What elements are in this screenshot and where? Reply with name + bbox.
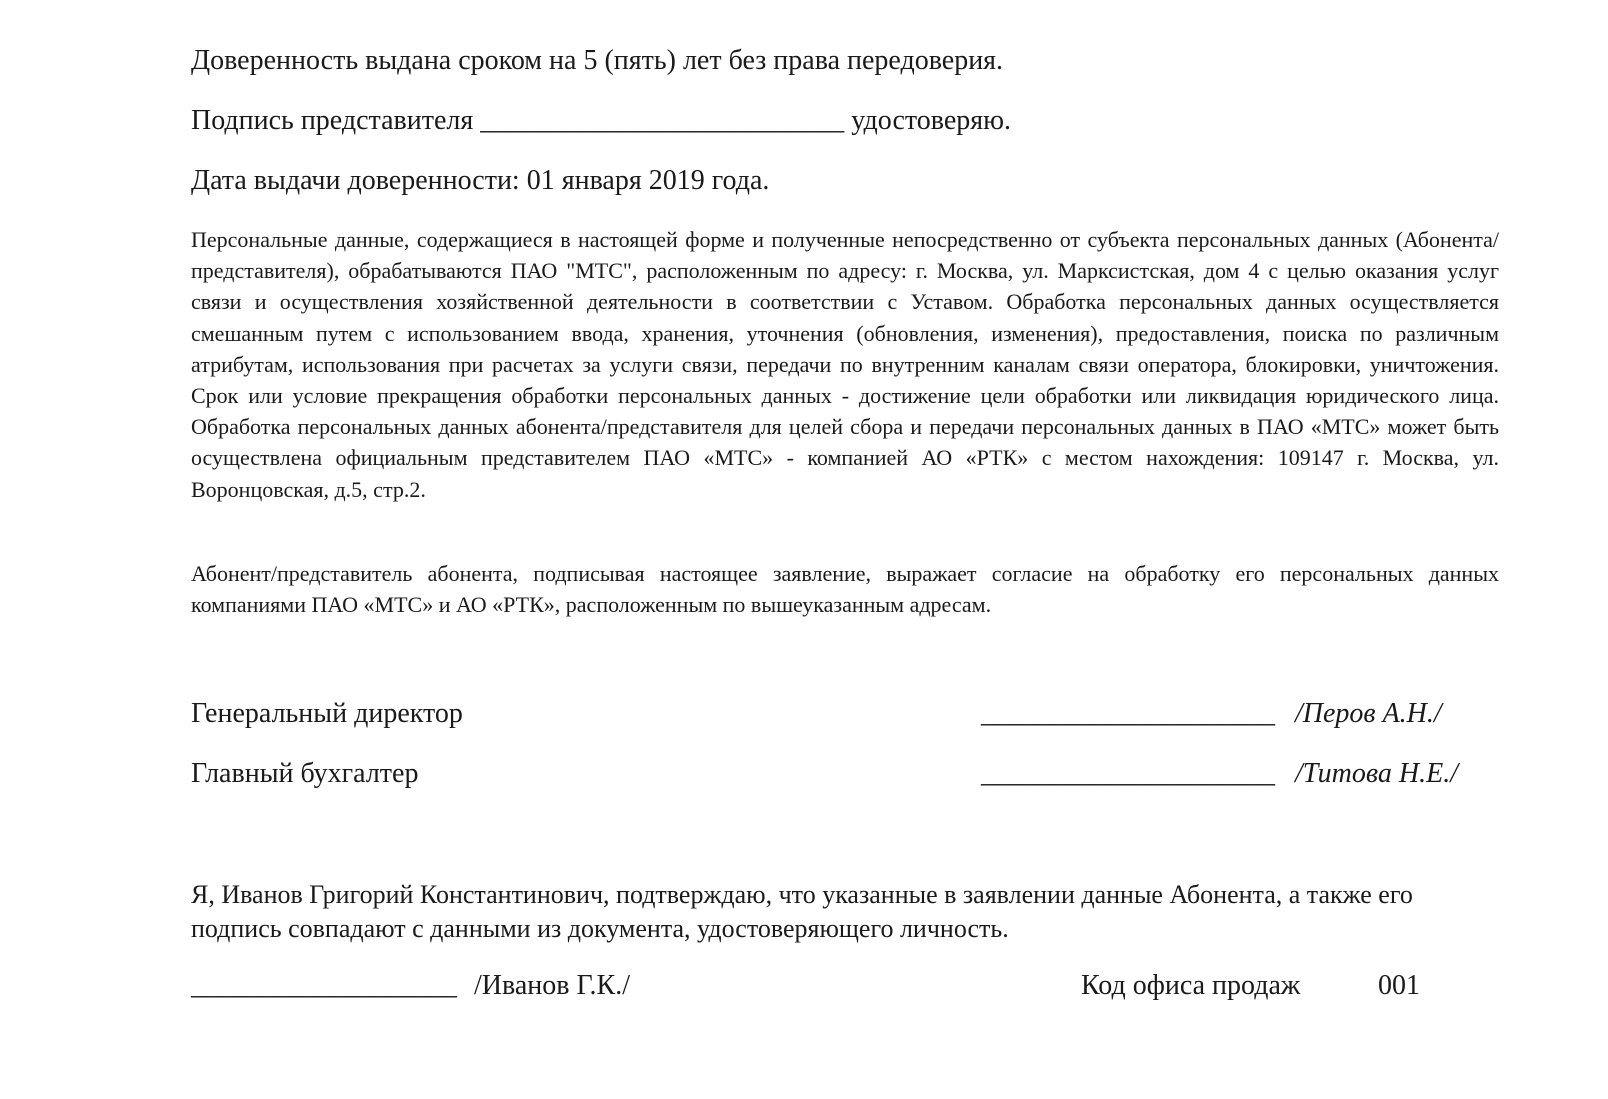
director-signature-row bbox=[191, 696, 1511, 736]
representative-signature-blank: __________________________ bbox=[480, 105, 845, 136]
validity-term-line: Доверенность выдана сроком на 5 (пять) лет без права передоверия. bbox=[191, 45, 1004, 76]
director-name: /Перов А.Н./ bbox=[1295, 698, 1442, 729]
representative-signature-suffix: удостоверяю. bbox=[851, 105, 1012, 136]
employee-signature-blank: ___________________ bbox=[191, 970, 457, 1001]
accountant-name: /Титова Н.Е./ bbox=[1295, 758, 1458, 789]
personal-data-paragraph: Персональные данные, содержащиеся в настоящей форме и полученные непосредственно от субъекта персональных данных (Абонента/представителя), обрабатываются ПАО "МТС", расположенным по адресу: г. Москва, ул. Марксистская, дом 4 с целью оказания услуг связи и осуществления хозяйственной деятельности в соответствии с Уставом. Обработка персональных данных осуществляется смешанным путем с использованием ввода, хранения, уточнения (обновления, изменения), предоставления, поиска по различным атрибутам, использования при расчетах за услуги связи, передачи по внутренним каналам связи оператора, блокировки, уничтожения. Срок или условие прекращения обработки персональных данных - достижение цели обработки или ликвидация юридического лица. Обработка персональных данных абонента/представителя для целей сбора и передачи персональных данных в ПАО «МТС» может быть осуществлена официальным представителем ПАО «МТС» - компанией АО «РТК» с местом нахождения: 109147 г. Москва, ул. Воронцовская, д.5, стр.2. bbox=[191, 227, 1499, 502]
issue-date-line: Дата выдачи доверенности: 01 января 2019 года. bbox=[191, 165, 770, 196]
consent-paragraph: Абонент/представитель абонента, подписывая настоящее заявление, выражает согласие на обработку его персональных данных компаниями ПАО «МТС» и АО «РТК», расположенным по вышеуказанным адресам. bbox=[191, 561, 1499, 618]
representative-signature-line bbox=[191, 104, 1011, 138]
sales-office-code-value: 001 bbox=[1378, 970, 1420, 1001]
sales-office-code-label: Код офиса продаж bbox=[1081, 970, 1301, 1001]
employee-name: /Иванов Г.К./ bbox=[474, 970, 630, 1001]
director-signature-blank: _____________________ bbox=[981, 698, 1275, 729]
accountant-role: Главный бухгалтер bbox=[191, 758, 419, 789]
director-role: Генеральный директор bbox=[191, 698, 463, 729]
accountant-signature-row bbox=[191, 756, 1511, 796]
representative-signature-label: Подпись представителя bbox=[191, 105, 474, 136]
identity-confirmation-paragraph: Я, Иванов Григорий Константинович, подтверждаю, что указанные в заявлении данные Абонента, а также его подпись совпадают с данными из документа, удостоверяющего личность. bbox=[191, 880, 1413, 943]
accountant-signature-blank: _____________________ bbox=[981, 758, 1275, 789]
